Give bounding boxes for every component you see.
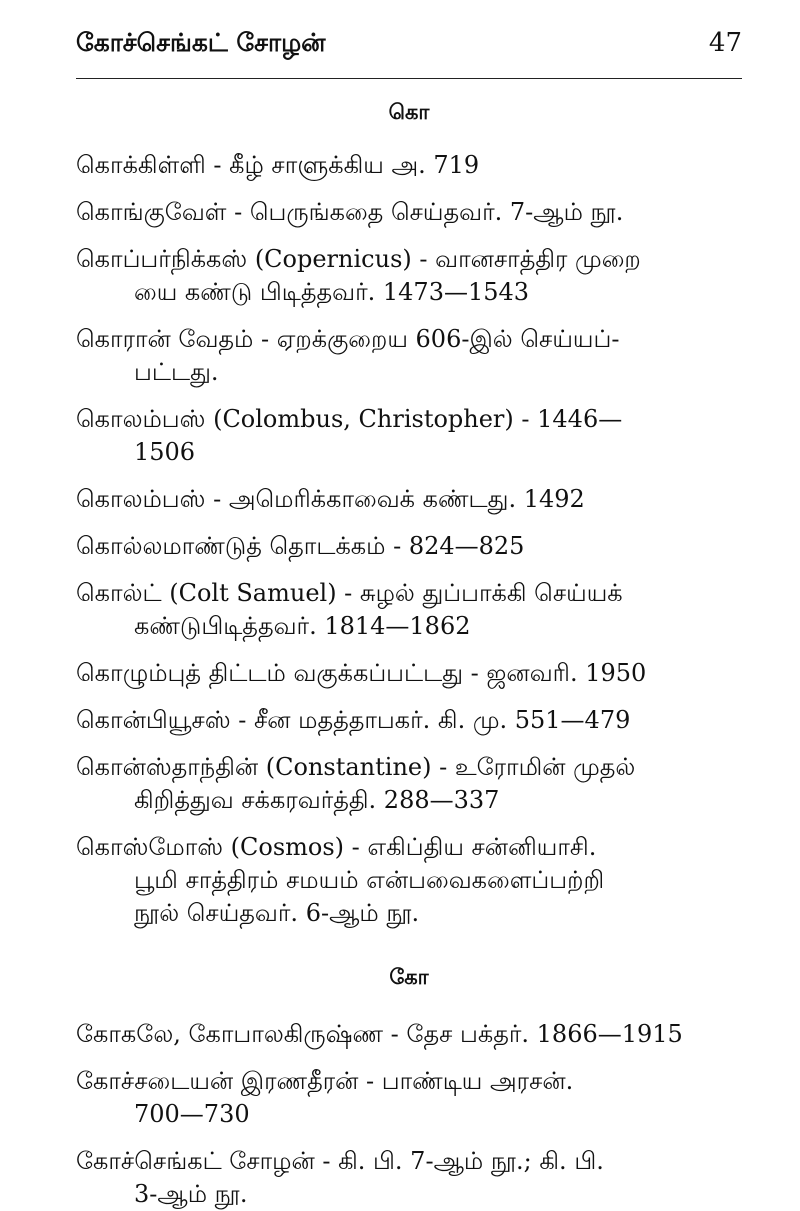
page-header — [76, 28, 742, 72]
entry-continuation: கண்டுபிடித்தவர். 1814—1862 — [134, 612, 471, 640]
entry-continuation: பட்டது. — [134, 358, 219, 386]
section-heading: கோ — [389, 964, 429, 989]
entry-line: கொல்லமாண்டுத் தொடக்கம் - 824—825 — [76, 532, 525, 560]
entry — [76, 149, 742, 182]
entry — [76, 751, 742, 817]
entry-line: கொழும்புத் திட்டம் வகுக்கப்பட்டது - ஜனவரி. 1950 — [76, 659, 647, 687]
entry-continuation: யை கண்டு பிடித்தவர். 1473—1543 — [134, 278, 530, 306]
entry — [76, 530, 742, 563]
entry — [76, 831, 742, 930]
entry-line: கோச்சடையன் இரணதீரன் - பாண்டிய அரசன். — [76, 1067, 574, 1095]
entry-continuation: 1506 — [134, 438, 196, 466]
entry — [76, 323, 742, 389]
entry-line: கொன்ஸ்தாந்தின் (Constantine) - உரோமின் முதல் — [76, 753, 636, 781]
section-heading: கொ — [388, 99, 430, 124]
running-title: கோச்செங்கட் சோழன் — [76, 28, 326, 57]
entry — [76, 403, 742, 469]
entry-continuation: கிறித்துவ சக்கரவர்த்தி. 288—337 — [134, 786, 500, 814]
entry-continuation: 3-ஆம் நூ. — [134, 1180, 248, 1208]
header-rule — [76, 78, 742, 79]
entry — [76, 243, 742, 309]
entry — [76, 657, 742, 690]
entry-continuation: நூல் செய்தவர். 6-ஆம் நூ. — [134, 899, 420, 927]
entry — [76, 483, 742, 516]
entry — [76, 196, 742, 229]
entry-line: கோகலே, கோபாலகிருஷ்ண - தேச பக்தர். 1866—1915 — [76, 1020, 683, 1048]
page-number: 47 — [708, 28, 742, 58]
entry-line: கொரான் வேதம் - ஏறக்குறைய 606-இல் செய்யப்- — [76, 325, 620, 353]
entry-line: கொஸ்மோஸ் (Cosmos) - எகிப்திய சன்னியாசி. — [76, 833, 597, 861]
entry — [76, 704, 742, 737]
entry-line: கொக்கிள்ளி - கீழ் சாளுக்கிய அ. 719 — [76, 151, 480, 179]
entry-continuation: 700—730 — [134, 1100, 250, 1128]
entry — [76, 1065, 742, 1131]
entry-line: கொன்பியூசஸ் - சீன மதத்தாபகர். கி. மு. 551—479 — [76, 706, 631, 734]
entry-line: கொப்பர்நிக்கஸ் (Copernicus) - வானசாத்திர முறை — [76, 245, 641, 273]
entry-line: கொல்ட் (Colt Samuel) - சுழல் துப்பாக்கி செய்யக் — [76, 579, 623, 607]
entry — [76, 1018, 742, 1051]
entry — [76, 577, 742, 643]
entry-line: கொலம்பஸ் - அமெரிக்காவைக் கண்டது. 1492 — [76, 485, 585, 513]
entry-line: கொலம்பஸ் (Colombus, Christopher) - 1446— — [76, 405, 623, 433]
entry-line: கோச்செங்கட் சோழன் - கி. பி. 7-ஆம் நூ.; கி. பி. — [76, 1147, 604, 1175]
entry — [76, 1145, 742, 1211]
entry-continuation: பூமி சாத்திரம் சமயம் என்பவைகளைப்பற்றி — [134, 866, 605, 894]
entry-line: கொங்குவேள் - பெருங்கதை செய்தவர். 7-ஆம் நூ. — [76, 198, 624, 226]
